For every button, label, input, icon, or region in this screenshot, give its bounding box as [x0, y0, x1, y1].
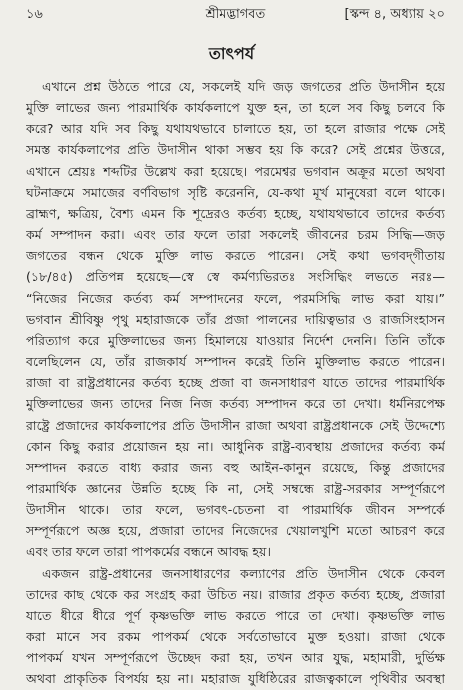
- text-line: মুক্তিলাভের জন্য তাদের নিজ নিজ কর্তব্য সম্পাদন করে তা দেখা। ধর্মনিরপেক্ষ: [26, 396, 445, 412]
- text-line: যাতে ধীরে ধীরে পূর্ণ কৃষ্ণভক্তি লাভ করতে পারে তা দেখা। কৃষ্ণভক্তি লাভ: [26, 607, 445, 623]
- page-header: [26, 6, 445, 24]
- text-line: ভগবান শ্রীবিষ্ণু পৃথু মহারাজকে তাঁর প্রজা পালনের দায়িত্বভার ও রাজসিংহাসন: [26, 311, 445, 327]
- text-line: ঘটনাক্রমে সমাজের বর্ণবিভাগ সৃষ্টি করেননি, যে-কথা মূর্খ মানুষেরা বলে থাকে।: [26, 184, 445, 200]
- section-heading: তাৎপর্য: [208, 44, 255, 63]
- text-line: করা মানে সব রকম পাপকর্ম থেকে সর্বতোভাবে মুক্ত হওয়া। রাজা থেকে: [26, 629, 445, 645]
- text-line: করে? আর যদি সব কিছু যথাযথভাবে চালাতে হয়, তা হলে রাজার পক্ষে সেই: [26, 121, 445, 137]
- book-title: শ্রীমদ্ভাগবত: [205, 7, 266, 22]
- text-line: এবং তার ফলে তারা পাপকর্মের বন্ধনে আবদ্ধ হয়।: [26, 544, 271, 560]
- text-line: পাপকর্ম যখন সম্পূর্ণরূপে উচ্ছেদ করা হয়, তখন আর যুদ্ধ, মহামারী, দুর্ভিক্ষ: [26, 650, 445, 666]
- text-line: পরিত্যাগ করে মুক্তিলাভের জন্য হিমালয়ে যাওয়ার নির্দেশ দেননি। তিনি তাঁকে: [26, 332, 445, 348]
- text-line: ব্রাহ্মণ, ক্ষত্রিয়, বৈশ্য এমন কি শূদ্রেরও কর্তব্য হচ্ছে, যথাযথভাবে তাদের কর্তব্য: [26, 205, 445, 221]
- text-line: অথবা প্রাকৃতিক বিপর্যয় হয় না। মহারাজ যুধিষ্ঠিরের রাজত্বকালে পৃথিবীর অবস্থা: [26, 671, 445, 687]
- text-line: “নিজের নিজের কর্তব্য কর্ম সম্পাদনের ফলে, পরমসিদ্ধি লাভ করা যায়।”: [26, 290, 445, 306]
- text-line: মুক্তি লাভের জন্য পারমার্থিক কার্যকলাপে যুক্ত হন, তা হলে সব কিছু চলবে কি: [26, 100, 445, 116]
- text-line: কর্ম সম্পাদন করা। এবং তার ফলে তারা সকলেই জীবনের চরম সিদ্ধি—জড়: [26, 227, 445, 243]
- text-line: সম্পাদন করতে বাধ্য করার জন্য বহু আইন-কানুন রয়েছে, কিন্তু প্রজাদের: [26, 459, 445, 475]
- text-line: একজন রাষ্ট্র-প্রধানের জনসাধারণের কল্যাণের প্রতি উদাসীন থেকে কেবল: [42, 565, 445, 581]
- text-line: তাদের কাছ থেকে কর সংগ্রহ করা উচিত নয়। রাজার প্রকৃত কর্তব্য হচ্ছে, প্রজারা: [26, 586, 445, 602]
- text-line: বলেছিলেন যে, তাঁর রাজকার্য সম্পাদন করেই তিনি মুক্তিলাভ করতে পারেন।: [26, 354, 445, 370]
- text-line: (১৮/৪৫) প্রতিপন্ন হয়েছে—স্বে স্বে কর্মণ্যভিরতঃ সংসিদ্ধিং লভতে নরঃ—: [26, 269, 445, 285]
- text-line: পারমার্থিক জ্ঞানের উন্নতি হচ্ছে কি না, সেই সম্বন্ধে রাষ্ট্র-সরকার সম্পূর্ণরূপে: [26, 480, 445, 496]
- text-line: এখানে শ্রেয়ঃ শব্দটির উল্লেখ করা হয়েছে। পরমেশ্বর ভগবান অক্রূর মতো অথবা: [26, 163, 445, 179]
- text-line: এখানে প্রশ্ন উঠতে পারে যে, সকলেই যদি জড় জগতের প্রতি উদাসীন হয়ে: [42, 79, 445, 94]
- text-line: সম্পূর্ণরূপে অজ্ঞ হয়ে, প্রজারা তাদের নিজেদের খেয়ালখুশি মতো আচরণ করে: [26, 523, 445, 539]
- body-text: [26, 76, 445, 690]
- text-line: উদাসীন থাকে। তার ফলে, ভগবৎ-চেতনা বা পারমার্থিক জীবন সম্পর্কে: [26, 502, 445, 518]
- text-line: রাষ্ট্রে প্রজাদের কার্যকলাপের প্রতি উদাসীন রাজা অথবা রাষ্ট্রপ্রধানকে সেই উদ্দেশ্যে: [26, 417, 445, 433]
- text-line: জগতের বন্ধন থেকে মুক্তি লাভ করতে পারেন। সেই কথা ভগবদ্‌গীতায়: [26, 248, 445, 264]
- text-line: কোন কিছু করার প্রয়োজন হয় না। আধুনিক রাষ্ট্র-ব্যবস্থায় প্রজাদের কর্তব্য কর্ম: [26, 438, 445, 454]
- page-number: ১৬: [26, 7, 43, 22]
- text-line: রাজা বা রাষ্ট্রপ্রধানের কর্তব্য হচ্ছে প্রজা বা জনসাধারণ যাতে তাদের পারমার্থিক: [26, 375, 445, 391]
- text-line: সমস্ত কার্যকলাপের প্রতি উদাসীন থাকা সম্ভব হয় কি করে? সেই প্রশ্নের উত্তরে,: [26, 142, 445, 158]
- chapter-reference: [স্কন্দ ৪, অধ্যায় ২০: [344, 7, 445, 22]
